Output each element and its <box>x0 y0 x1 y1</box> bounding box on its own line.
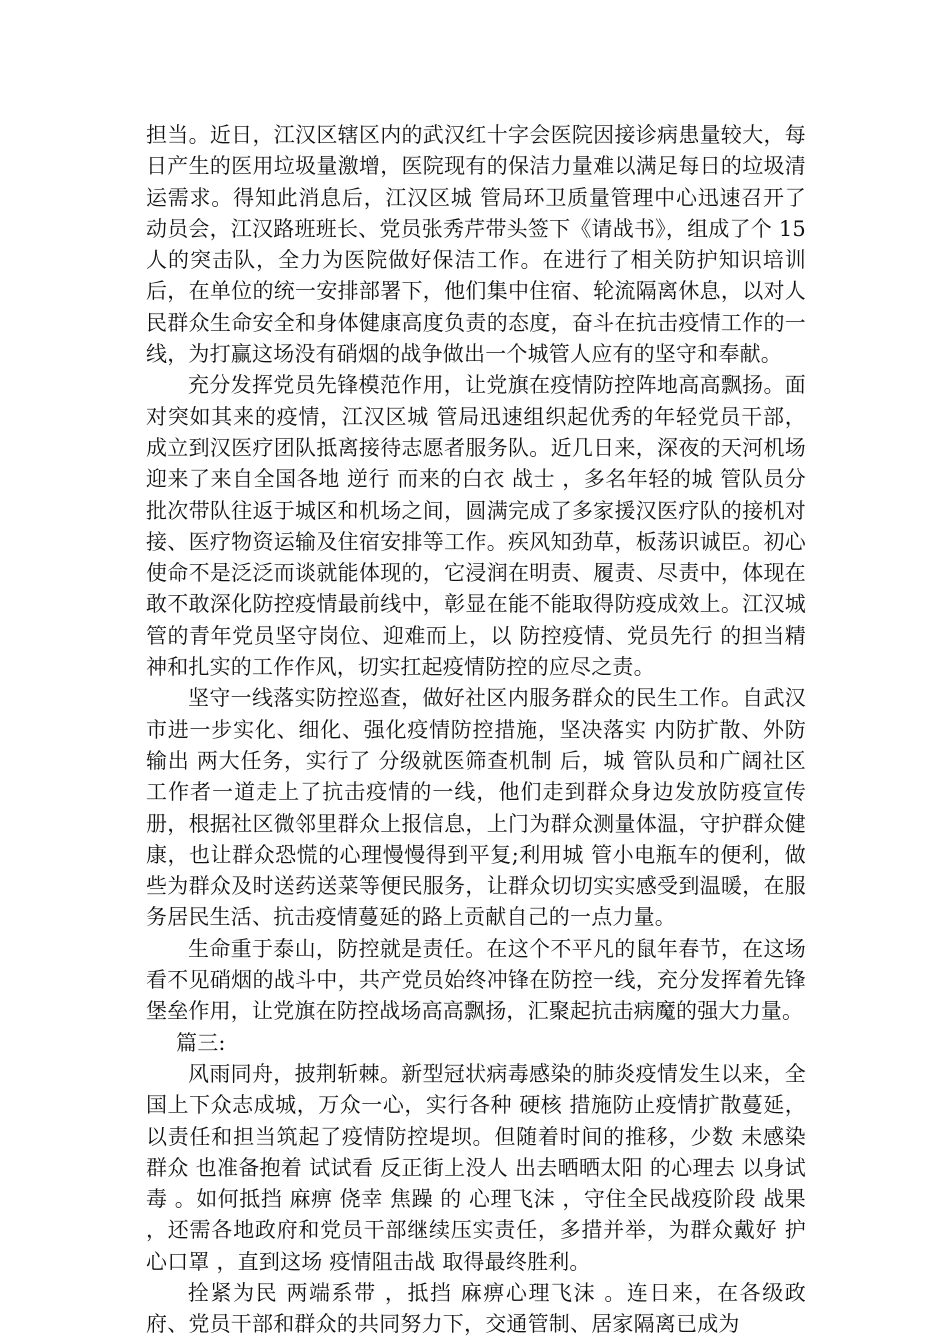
paragraph-mask-straps: 拴紧为民 两端系带 ，抵挡 麻痹心理飞沫 。连日来，在各级政府、党员干部和群众的共同努力下，交通管制、居家隔离已成为 <box>146 1280 806 1337</box>
paragraph-life-responsibility: 生命重于泰山，防控就是责任。在这个不平凡的鼠年春节，在这场看不见硝烟的战斗中，共产党员始终冲锋在防控一线，充分发挥着先锋堡垒作用，让党旗在防控战场高高飘扬，汇聚起抗击病魔的强大力量。 <box>146 936 806 1024</box>
paragraph-party-pioneer: 充分发挥党员先锋模范作用，让党旗在疫情防控阵地高高飘扬。面对突如其来的疫情，江汉区城 管局迅速组织起优秀的年轻党员干部，成立到汉医疗团队抵离接待志愿者服务队。近几日来，深夜的天河机场迎来了来自全国各地 逆行 而来的白衣 战士 ，多名年轻的城 管队员分批次带队往返于城区和机场之间，圆满完成了多家援汉医疗队的接机对接、医疗物资运输及住宿安排等工作。疾风知劲草，板荡识诚臣。初心使命不是泛泛而谈就能体现的，它浸润在明责、履责、尽责中，体现在敢不敢深化防控疫情最前线中，彰显在能不能取得防疫成效上。江汉城 管的青年党员坚守岗位、迎难而上，以 防控疫情、党员先行 的担当精神和扎实的工作作风，切实扛起疫情防控的应尽之责。 <box>146 373 806 680</box>
paragraph-frontline-patrol: 坚守一线落实防控巡查，做好社区内服务群众的民生工作。自武汉市进一步实化、细化、强化疫情防控措施，坚决落实 内防扩散、外防输出 两大任务，实行了 分级就医筛查机制 后，城 管队员和广阔社区工作者一道走上了抗击疫情的一线，他们走到群众身边发放防疫宣传册，根据社区微邻里群众上报信息，上门为群众测量体温，守护群众健康，也让群众恐慌的心理慢慢得到平复;利用城 管小电瓶车的便利，做些为群众及时送药送菜等便民服务，让群众切切实实感受到温暖，在服务居民生活、抗击疫情蔓延的路上贡献自己的一点力量。 <box>146 686 806 930</box>
document-body <box>146 120 806 1341</box>
paragraph-united-effort: 风雨同舟，披荆斩棘。新型冠状病毒感染的肺炎疫情发生以来，全国上下众志成城，万众一心，实行各种 硬核 措施防止疫情扩散蔓延，以责任和担当筑起了疫情防控堤坝。但随着时间的推移，少数 未感染群众 也准备抱着 试试看 反正街上没人 出去晒晒太阳 的心理去 以身试毒 。如何抵挡 麻痹 侥幸 焦躁 的 心理飞沫 ，守住全民战疫阶段 战果 ，还需各地政府和党员干部继续压实责任，多措并举，为群众戴好 护心口罩 ，直到这场 疫情阻击战 取得最终胜利。 <box>146 1061 806 1274</box>
section-heading-part-three: 篇三: <box>176 1030 226 1055</box>
paragraph-continued: 担当。近日，江汉区辖区内的武汉红十字会医院因接诊病患量较大，每日产生的医用垃圾量激增，医院现有的保洁力量难以满足每日的垃圾清运需求。得知此消息后，江汉区城 管局环卫质量管理中心迅速召开了动员会，江汉路班班长、党员张秀芹带头签下《请战书》，组成了个 15 人的突击队，全力为医院做好保洁工作。在进行了相关防护知识培训后，在单位的统一安排部署下，他们集中住宿、轮流隔离休息，以对人民群众生命安全和身体健康高度负责的态度，奋斗在抗击疫情工作的一线，为打赢这场没有硝烟的战争做出一个城管人应有的坚守和奉献。 <box>146 123 806 367</box>
